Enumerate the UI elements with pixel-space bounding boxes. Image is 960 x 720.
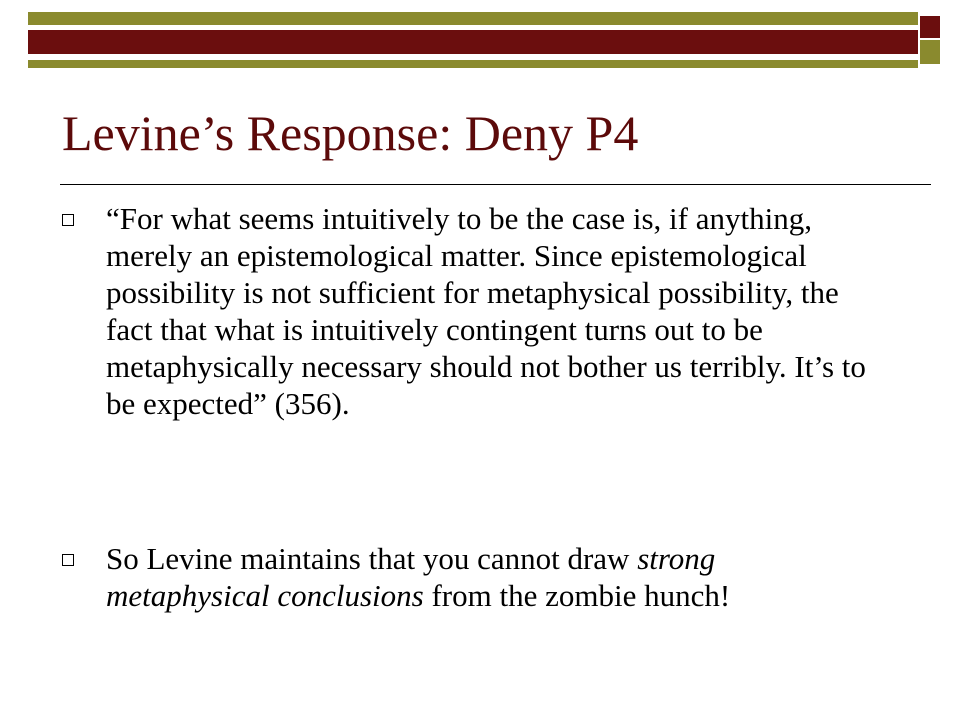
header-bar-olive-top [28, 12, 918, 25]
header-bar-olive-bottom [28, 60, 918, 68]
bullet-item-quote [62, 200, 882, 422]
bullet-text-conclusion [106, 540, 882, 614]
bullet-text-before: So Levine maintains that you cannot draw [106, 541, 638, 576]
bullet-text-quote: “For what seems intuitively to be the case is, if anything, merely an epistemological matter. Since epistemological possibility is not sufficient for metaphysical possibility, the fact that what is intuitively contingent turns out to be metaphysically necessary should not bother us terribly. It’s to be expected” (356). [106, 201, 866, 421]
header-bar-red [28, 30, 918, 54]
bullet-text-after: from the zombie hunch! [423, 578, 731, 613]
slide-title: Levine’s Response: Deny P4 [62, 105, 639, 161]
corner-block-red [920, 16, 940, 38]
bullet-text-emphasis: strong metaphysical conclusions [106, 541, 716, 613]
hollow-square-bullet-icon [62, 214, 74, 226]
bullet-item-conclusion [62, 540, 882, 614]
title-divider [60, 184, 931, 185]
hollow-square-bullet-icon [62, 554, 74, 566]
corner-block-olive [920, 40, 940, 64]
